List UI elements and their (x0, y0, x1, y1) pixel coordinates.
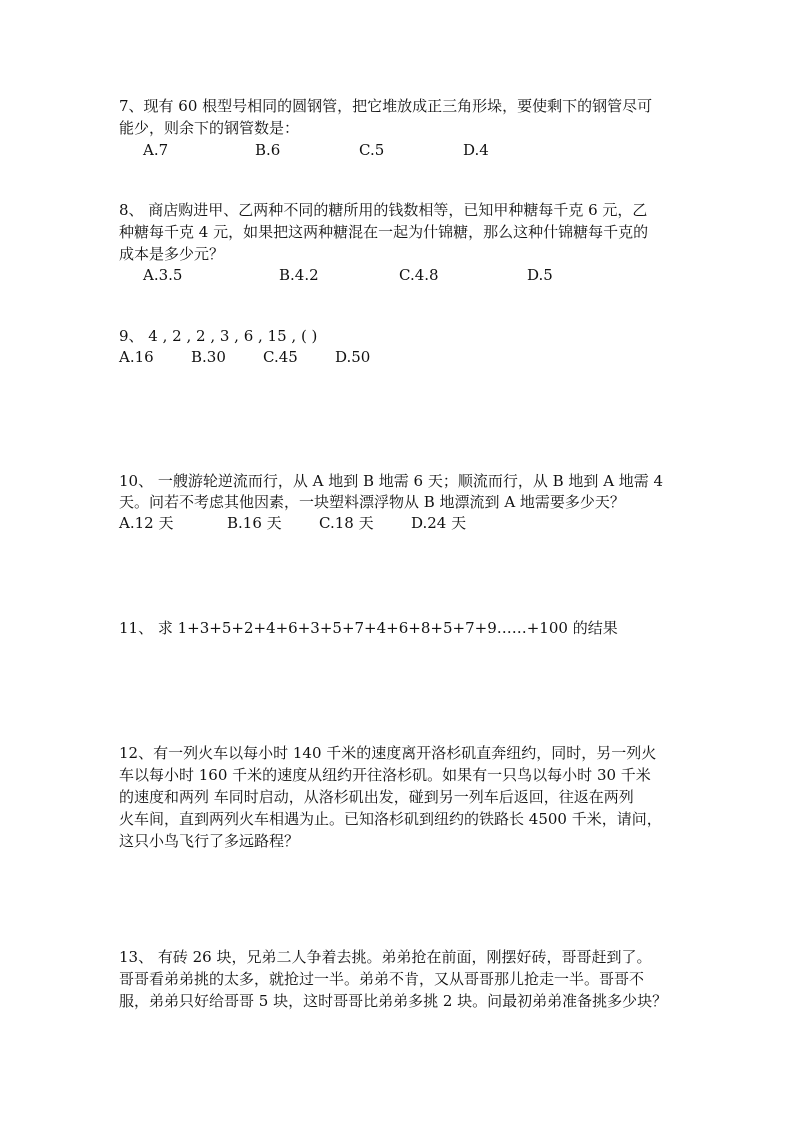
question-9-line-1: 9、 4 , 2 , 2 , 3 , 6 , 15 , ( ) (119, 327, 318, 345)
question-8-option-b: B.4.2 (279, 266, 319, 284)
question-8-line-2: 种糖每千克 4 元，如果把这两种糖混在一起为什锦糖，那么这种什锦糖每千克的 (119, 223, 649, 241)
question-7-option-b: B.6 (255, 141, 281, 159)
question-8-option-d: D.5 (527, 266, 553, 284)
question-7-option-c: C.5 (359, 141, 385, 159)
question-9-option-c: C.45 (263, 348, 298, 366)
question-13-line-3: 服，弟弟只好给哥哥 5 块，这时哥哥比弟弟多挑 2 块。问最初弟弟准备挑多少块？ (119, 992, 668, 1010)
question-10-line-2: 天。问若不考虑其他因素，一块塑料漂浮物从 B 地漂流到 A 地需要多少天？ (119, 493, 625, 511)
question-9-option-b: B.30 (191, 348, 226, 366)
question-10-option-b: B.16 天 (227, 514, 282, 532)
question-9-option-d: D.50 (335, 348, 371, 366)
question-7-line-1: 7、现有 60 根型号相同的圆钢管，把它堆放成正三角形垛，要使剩下的钢管尽可 (119, 97, 653, 115)
question-8-option-a: A.3.5 (143, 266, 183, 284)
question-12-line-3: 的速度和两列 车同时启动，从洛杉矶出发，碰到另一列车后返回，往返在两列 (119, 788, 634, 806)
question-12-line-4: 火车间，直到两列火车相遇为止。已知洛杉矶到纽约的铁路长 4500 千米，请问， (119, 810, 662, 828)
question-13-line-2: 哥哥看弟弟挑的太多，就抢过一半。弟弟不肯，又从哥哥那儿抢走一半。哥哥不 (119, 970, 645, 988)
question-8-option-c: C.4.8 (399, 266, 439, 284)
question-12-line-2: 车以每小时 160 千米的速度从纽约开往洛杉矶。如果有一只鸟以每小时 30 千米 (119, 766, 651, 784)
question-13-line-1: 13、 有砖 26 块，兄弟二人争着去挑。弟弟抢在前面，刚摆好砖，哥哥赶到了。 (119, 948, 652, 966)
question-11-line-1: 11、 求 1+3+5+2+4+6+3+5+7+4+6+8+5+7+9……+100 的结果 (119, 619, 618, 637)
question-7-line-2: 能少，则余下的钢管数是： (119, 119, 300, 137)
question-10-option-a: A.12 天 (119, 514, 174, 532)
question-10-option-c: C.18 天 (319, 514, 374, 532)
question-7-option-a: A.7 (143, 141, 169, 159)
question-9-option-a: A.16 (119, 348, 154, 366)
question-10-line-1: 10、 一艘游轮逆流而行，从 A 地到 B 地需 6 天；顺流而行，从 B 地到 A 地需 4 (119, 472, 664, 490)
question-8-line-1: 8、 商店购进甲、乙两种不同的糖所用的钱数相等，已知甲种糖每千克 6 元，乙 (119, 201, 648, 219)
question-7-option-d: D.4 (463, 141, 489, 159)
question-12-line-1: 12、有一列火车以每小时 140 千米的速度离开洛杉矶直奔纽约，同时，另一列火 (119, 744, 657, 762)
question-12-line-5: 这只小鸟飞行了多远路程？ (119, 832, 300, 850)
question-8-line-3: 成本是多少元？ (119, 245, 225, 263)
question-10-option-d: D.24 天 (411, 514, 467, 532)
